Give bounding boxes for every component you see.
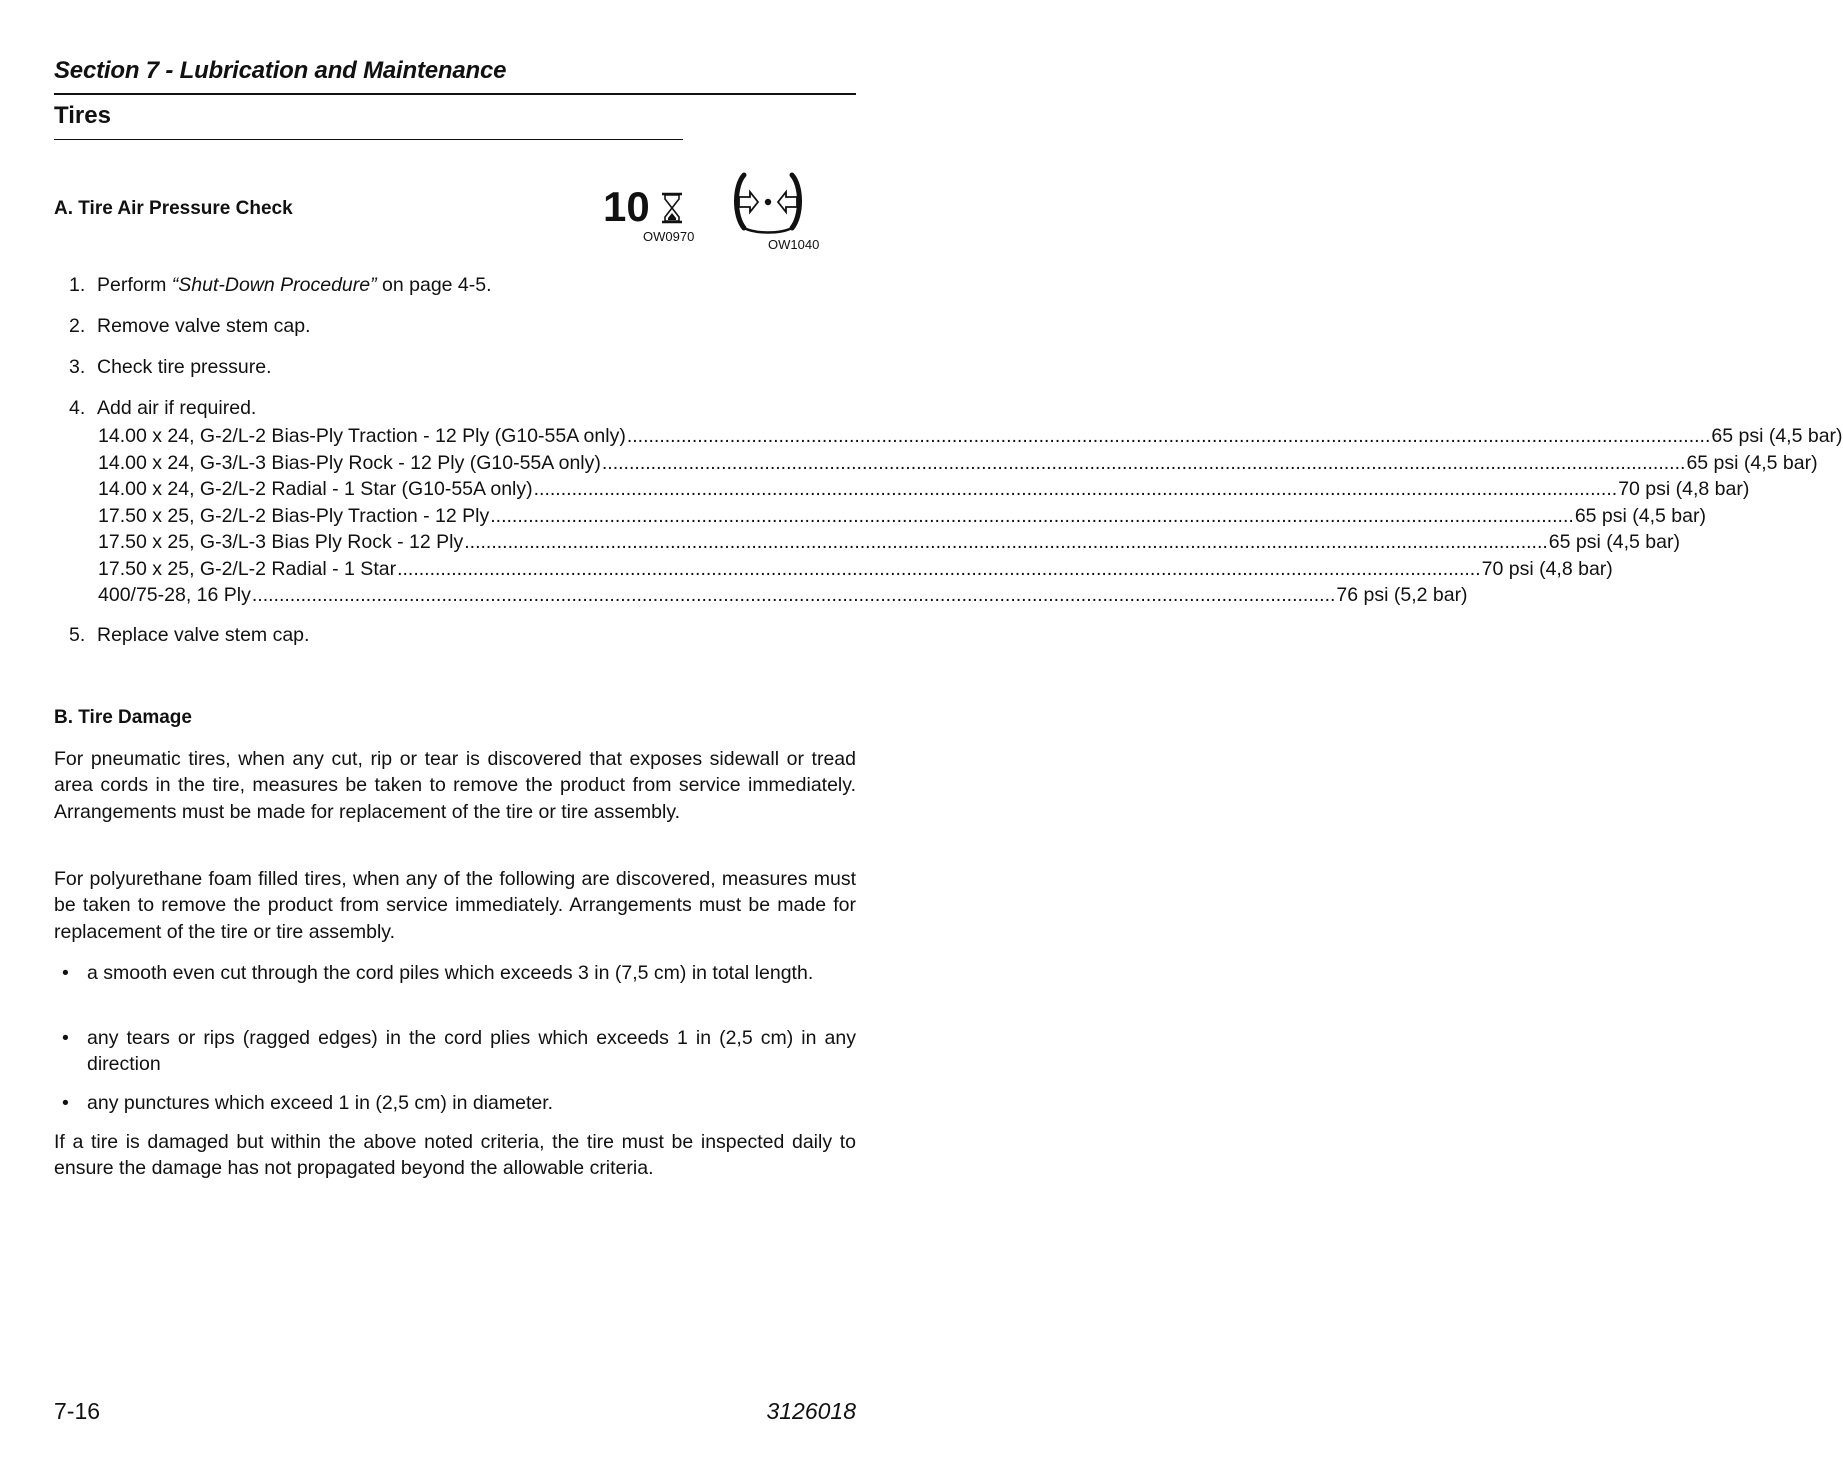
pressure-table-row	[98, 477, 1750, 501]
step-text: Add air if required.	[97, 397, 257, 419]
step-number: 1.	[69, 274, 86, 296]
tire-spec: 14.00 x 24, G-3/L-3 Bias-Ply Rock - 12 Ply (G10-55A only)	[98, 451, 601, 474]
tire-pressure-value: 65 psi (4,5 bar)	[1711, 425, 1843, 447]
step-2	[69, 315, 311, 338]
pressure-table-row	[98, 583, 1468, 607]
tire-pressure-value: 65 psi (4,5 bar)	[1574, 504, 1706, 527]
pressure-table-row	[98, 530, 1680, 554]
tire-icon-caption: OW1040	[768, 237, 820, 252]
step-text: Check tire pressure.	[97, 356, 272, 378]
pressure-table-row	[98, 504, 1706, 528]
dot-leader: ........................................................................................................................................................................................................	[533, 478, 1618, 500]
step-number: 2.	[69, 315, 86, 337]
hourglass-icon	[660, 192, 684, 224]
damage-criterion-item	[62, 960, 856, 986]
tire-pressure-value: 76 psi (5,2 bar)	[1336, 584, 1468, 606]
tire-pressure-value: 65 psi (4,5 bar)	[1548, 531, 1680, 553]
damage-criterion-item	[62, 1025, 856, 1078]
dot-leader: ........................................................................................................................................................................................................	[601, 451, 1686, 474]
tire-pressure-icon	[732, 172, 804, 234]
step-1	[69, 274, 492, 297]
step-text: Perform	[97, 274, 172, 296]
step-text: on page 4-5.	[376, 274, 492, 296]
bullet-icon: •	[62, 962, 69, 984]
step-4	[69, 397, 256, 420]
header-rule	[54, 93, 856, 95]
step-number: 5.	[69, 624, 86, 646]
step-3	[69, 356, 271, 379]
dot-leader: ........................................................................................................................................................................................................	[464, 531, 1548, 553]
step-number: 3.	[69, 356, 86, 378]
foam-filled-tires-paragraph: For polyurethane foam filled tires, when any of the following are discovered, measures must be taken to remove the product from service immediately. Arrangements must be made for replacement of the tire or tire assembly.	[54, 868, 856, 943]
pneumatic-tires-paragraph: For pneumatic tires, when any cut, rip or tear is discovered that exposes sidewall or tread area cords in the tire, measures be taken to remove the product from service immediately. Arrangements must be made for replacement of the tire or tire assembly.	[54, 748, 856, 823]
step-5	[69, 624, 309, 647]
dot-leader: ........................................................................................................................................................................................................	[251, 584, 1336, 606]
dot-leader: ........................................................................................................................................................................................................	[626, 425, 1711, 447]
tire-spec: 14.00 x 24, G-2/L-2 Bias-Ply Traction - 12 Ply (G10-55A only)	[98, 425, 626, 447]
time-icon-caption: OW0970	[643, 229, 695, 244]
pressure-table-row	[98, 424, 1843, 448]
tire-spec: 17.50 x 25, G-2/L-2 Radial - 1 Star	[98, 557, 397, 580]
dot-leader: ........................................................................................................................................................................................................	[397, 557, 1481, 580]
tire-spec: 17.50 x 25, G-3/L-3 Bias Ply Rock - 12 Ply	[98, 531, 464, 553]
document-number: 3126018	[766, 1398, 856, 1424]
section-title: Section 7 - Lubrication and Maintenance	[54, 57, 507, 84]
pressure-table-row	[98, 557, 1613, 581]
time-value: 10	[603, 183, 650, 230]
damage-criterion-text: any tears or rips (ragged edges) in the cord plies which exceeds 1 in (2,5 cm) in any direction	[87, 1027, 856, 1076]
tire-spec: 400/75-28, 16 Ply	[98, 584, 251, 606]
page-title: Tires	[54, 102, 111, 129]
damage-criterion-text: any punctures which exceed 1 in (2,5 cm) in diameter.	[87, 1092, 554, 1114]
bullet-icon: •	[62, 1092, 69, 1114]
tire-air-pressure-heading: A. Tire Air Pressure Check	[54, 198, 293, 219]
shut-down-procedure-reference: “Shut-Down Procedure”	[171, 274, 377, 296]
step-number: 4.	[69, 397, 86, 419]
damage-criterion-item	[62, 1090, 856, 1116]
tire-spec: 17.50 x 25, G-2/L-2 Bias-Ply Traction - 12 Ply	[98, 504, 490, 527]
title-rule	[54, 139, 683, 140]
tire-damage-heading: B. Tire Damage	[54, 707, 192, 728]
step-text: Replace valve stem cap.	[97, 624, 310, 646]
page-number: 7-16	[54, 1398, 101, 1424]
tire-pressure-value: 70 psi (4,8 bar)	[1481, 557, 1613, 580]
tire-pressure-value: 65 psi (4,5 bar)	[1686, 451, 1818, 474]
pressure-table-row	[98, 451, 1818, 475]
bullet-icon: •	[62, 1027, 69, 1049]
damage-criterion-text: a smooth even cut through the cord piles which exceeds 3 in (7,5 cm) in total length.	[87, 962, 814, 984]
step-text: Remove valve stem cap.	[97, 315, 311, 337]
tire-spec: 14.00 x 24, G-2/L-2 Radial - 1 Star (G10-55A only)	[98, 478, 533, 500]
tire-pressure-value: 70 psi (4,8 bar)	[1618, 478, 1750, 500]
inspection-paragraph: If a tire is damaged but within the above noted criteria, the tire must be inspected daily to ensure the damage has not propagated beyond the allowable criteria.	[54, 1131, 856, 1180]
dot-leader: ........................................................................................................................................................................................................	[490, 504, 1574, 527]
